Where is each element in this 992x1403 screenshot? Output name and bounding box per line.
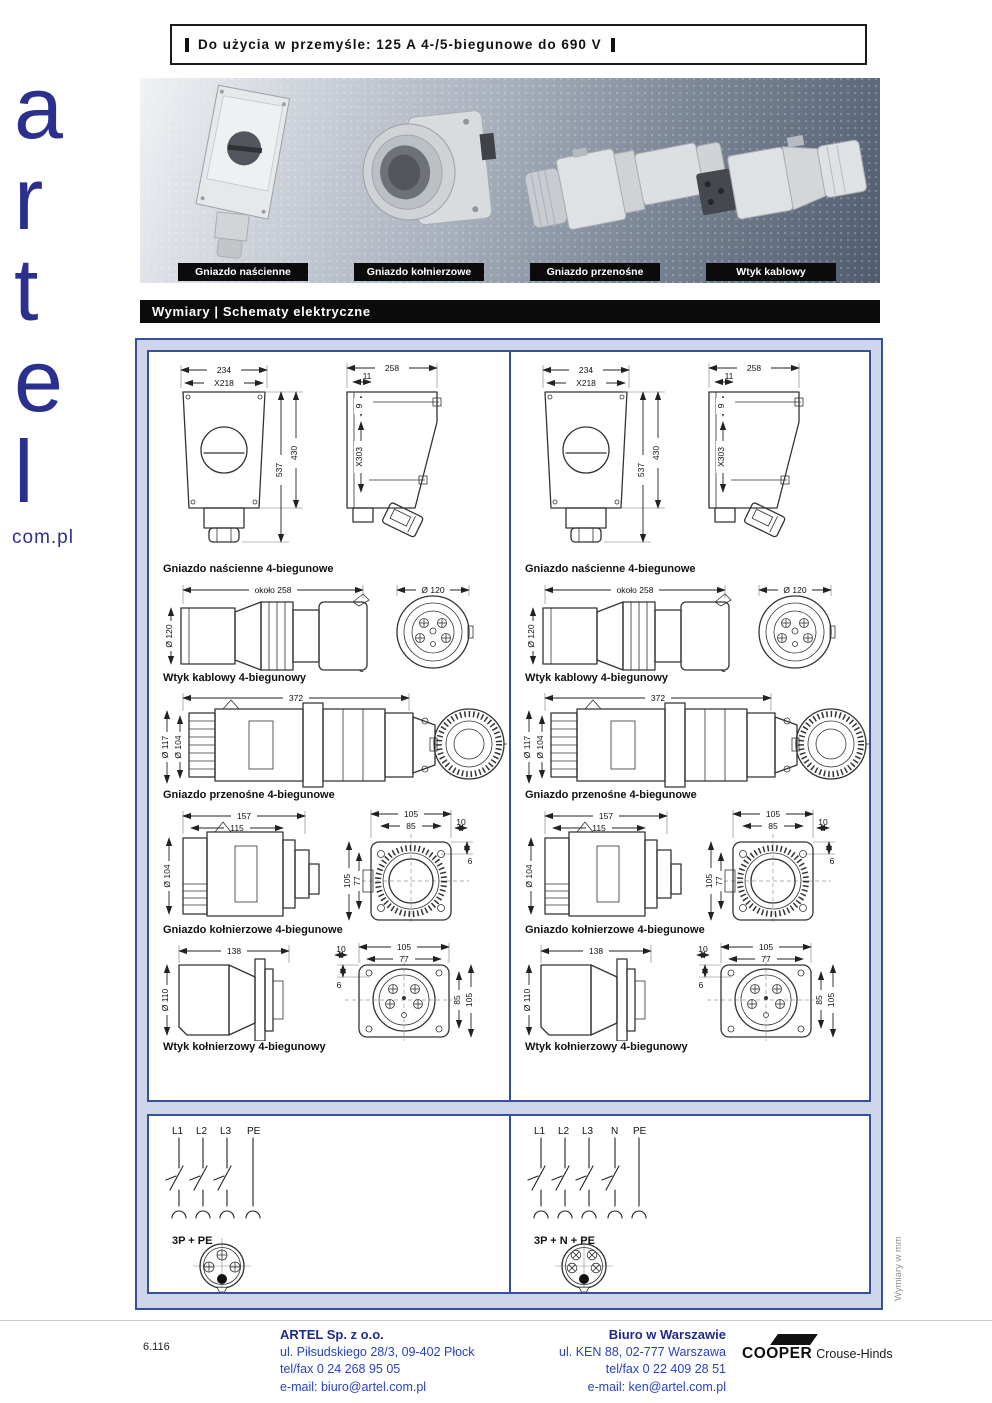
section-bar: Wymiary | Schematy elektryczne [140, 300, 880, 323]
product-photo-strip [140, 78, 880, 283]
product-label-portable-socket: Gniazdo przenośne [530, 263, 660, 281]
svg-text:około 258: około 258 [254, 585, 292, 595]
header-bar-icon [611, 38, 615, 52]
svg-text:430: 430 [651, 445, 661, 461]
schematic-5-pole [509, 1116, 869, 1292]
svg-text:105: 105 [765, 809, 781, 819]
svg-text:430: 430 [289, 445, 299, 461]
svg-text:L2: L2 [196, 1126, 208, 1137]
svg-text:77: 77 [352, 876, 362, 886]
drawing-label: Gniazdo naścienne 4-biegunowe [163, 563, 334, 575]
svg-text:X218: X218 [576, 378, 596, 388]
drawing-flange-socket [157, 806, 507, 924]
svg-text:około 258: około 258 [616, 585, 654, 595]
schematic-3p-n-pe [521, 1122, 861, 1292]
svg-text:11: 11 [362, 371, 372, 381]
svg-text:115: 115 [592, 823, 606, 833]
cooper-crouse-hinds-logo [742, 1334, 912, 1374]
svg-text:157: 157 [598, 811, 614, 821]
drawings-panel [147, 350, 871, 1102]
svg-text:105: 105 [826, 992, 836, 1008]
drawing-flange-plug [519, 941, 869, 1041]
svg-text:10: 10 [336, 944, 346, 954]
svg-text:105: 105 [342, 873, 352, 889]
svg-text:PE: PE [633, 1126, 647, 1137]
header-bar-icon [185, 38, 189, 52]
logo-letter: e [14, 331, 63, 430]
drawing-cable-plug [157, 580, 507, 672]
svg-text:9: 9 [716, 403, 726, 409]
svg-text:10: 10 [818, 817, 828, 827]
svg-text:3P + PE: 3P + PE [172, 1235, 213, 1247]
product-photos [140, 78, 880, 283]
logo-letter: l [14, 422, 34, 521]
svg-text:6: 6 [698, 980, 704, 990]
svg-text:Ø 110: Ø 110 [160, 988, 170, 1012]
svg-text:X303: X303 [354, 447, 364, 467]
drawing-portable-socket [519, 689, 869, 789]
svg-text:115: 115 [230, 823, 244, 833]
cooper-flag-icon [770, 1334, 818, 1345]
schematic-4-pole [149, 1116, 509, 1292]
product-photo-flange-socket [358, 109, 503, 230]
svg-text:85: 85 [768, 821, 778, 831]
office-name: Biuro w Warszawie [608, 1327, 726, 1342]
drawing-label: Wtyk kołnierzowy 4-biegunowy [525, 1041, 688, 1053]
svg-text:85: 85 [814, 995, 824, 1005]
svg-text:Ø 120: Ø 120 [164, 624, 174, 648]
svg-text:105: 105 [704, 873, 714, 889]
product-label-wall-socket: Gniazdo naścienne [178, 263, 308, 281]
product-labels [140, 263, 880, 281]
product-label-flange-socket: Gniazdo kołnierzowe [354, 263, 484, 281]
page-number: 6.116 [143, 1341, 170, 1353]
svg-text:Ø 104: Ø 104 [162, 864, 172, 888]
drawing-flange-plug [157, 941, 507, 1041]
svg-text:105: 105 [396, 942, 412, 952]
svg-text:11: 11 [724, 371, 734, 381]
svg-text:6: 6 [467, 856, 473, 866]
logo-letter: a [14, 58, 63, 157]
product-photo-wall-socket [191, 84, 290, 262]
drawing-label: Wtyk kablowy 4-biegunowy [525, 672, 669, 684]
svg-text:138: 138 [588, 946, 604, 956]
company-address: ul. Piłsudskiego 28/3, 09-402 Płock [280, 1344, 475, 1359]
drawing-wall-socket [519, 358, 869, 563]
office-phone: tel/fax 0 22 409 28 51 [605, 1362, 726, 1376]
artel-logo [10, 58, 105, 549]
svg-text:77: 77 [761, 954, 771, 964]
svg-text:10: 10 [456, 817, 466, 827]
drawing-label: Gniazdo kołnierzowe 4-biegunowe [163, 924, 343, 936]
units-note: Wymiary w mm [893, 1236, 904, 1301]
drawing-label: Gniazdo kołnierzowe 4-biegunowe [525, 924, 705, 936]
svg-text:Ø 120: Ø 120 [421, 585, 445, 595]
svg-text:L1: L1 [534, 1126, 546, 1137]
footer-warsaw-office [498, 1326, 726, 1396]
svg-text:PE: PE [247, 1126, 261, 1137]
svg-text:77: 77 [714, 876, 724, 886]
svg-text:L1: L1 [172, 1126, 184, 1137]
svg-text:6: 6 [336, 980, 342, 990]
svg-text:234: 234 [216, 365, 232, 375]
svg-text:Ø 104: Ø 104 [173, 735, 183, 759]
svg-text:Ø 104: Ø 104 [535, 735, 545, 759]
svg-text:537: 537 [636, 462, 646, 478]
drawing-label: Gniazdo przenośne 4-biegunowe [163, 789, 335, 801]
svg-text:X218: X218 [214, 378, 234, 388]
svg-text:3P + N + PE: 3P + N + PE [534, 1235, 595, 1247]
drawing-label: Gniazdo naścienne 4-biegunowe [525, 563, 696, 575]
logo-letter: t [14, 240, 39, 339]
schematics-panel [147, 1114, 871, 1294]
company-name: ARTEL Sp. z o.o. [280, 1327, 384, 1342]
svg-text:537: 537 [274, 462, 284, 478]
office-address: ul. KEN 88, 02-777 Warszawa [559, 1344, 726, 1359]
svg-text:157: 157 [236, 811, 252, 821]
svg-text:77: 77 [399, 954, 409, 964]
product-photo-cable-plug [692, 126, 868, 226]
svg-text:L2: L2 [558, 1126, 570, 1137]
svg-text:105: 105 [758, 942, 774, 952]
svg-text:L3: L3 [220, 1126, 232, 1137]
svg-text:105: 105 [464, 992, 474, 1008]
dimensions-panel [135, 338, 883, 1310]
svg-text:234: 234 [578, 365, 594, 375]
brand-name: COOPER [742, 1345, 813, 1362]
product-label-cable-plug: Wtyk kablowy [706, 263, 836, 281]
svg-text:258: 258 [384, 363, 400, 373]
svg-text:85: 85 [452, 995, 462, 1005]
footer-headquarters [280, 1326, 475, 1396]
svg-text:372: 372 [288, 693, 304, 703]
drawing-portable-socket [157, 689, 507, 789]
page-header [170, 24, 867, 65]
drawing-flange-socket [519, 806, 869, 924]
svg-text:Ø 117: Ø 117 [522, 735, 532, 759]
drawing-label: Wtyk kołnierzowy 4-biegunowy [163, 1041, 326, 1053]
svg-text:105: 105 [403, 809, 419, 819]
drawings-column-left [149, 352, 509, 1100]
drawing-label: Gniazdo przenośne 4-biegunowe [525, 789, 697, 801]
footer-divider [0, 1320, 992, 1321]
svg-text:372: 372 [650, 693, 666, 703]
svg-text:X303: X303 [716, 447, 726, 467]
svg-text:Ø 117: Ø 117 [160, 735, 170, 759]
drawing-cable-plug [519, 580, 869, 672]
brand-suffix: Crouse-Hinds [816, 1347, 893, 1361]
page-title: Do użycia w przemyśle: 125 A 4-/5-biegunowe do 690 V [198, 37, 602, 52]
svg-text:Ø 104: Ø 104 [524, 864, 534, 888]
svg-text:258: 258 [746, 363, 762, 373]
office-email: e-mail: ken@artel.com.pl [587, 1379, 726, 1394]
company-phone: tel/fax 0 24 268 95 05 [280, 1362, 401, 1376]
schematic-3p-pe [159, 1122, 499, 1292]
svg-text:138: 138 [226, 946, 242, 956]
svg-text:85: 85 [406, 821, 416, 831]
svg-text:10: 10 [698, 944, 708, 954]
svg-text:9: 9 [354, 403, 364, 409]
logo-domain: com.pl [12, 527, 74, 548]
company-email: e-mail: biuro@artel.com.pl [280, 1379, 427, 1394]
svg-text:N: N [611, 1126, 619, 1137]
svg-text:Ø 120: Ø 120 [783, 585, 807, 595]
drawing-label: Wtyk kablowy 4-biegunowy [163, 672, 307, 684]
drawing-wall-socket [157, 358, 507, 563]
svg-text:6: 6 [829, 856, 835, 866]
drawings-column-right [509, 352, 869, 1100]
svg-text:Ø 120: Ø 120 [526, 624, 536, 648]
logo-letter: r [14, 149, 44, 248]
svg-text:L3: L3 [582, 1126, 594, 1137]
svg-text:Ø 110: Ø 110 [522, 988, 532, 1012]
